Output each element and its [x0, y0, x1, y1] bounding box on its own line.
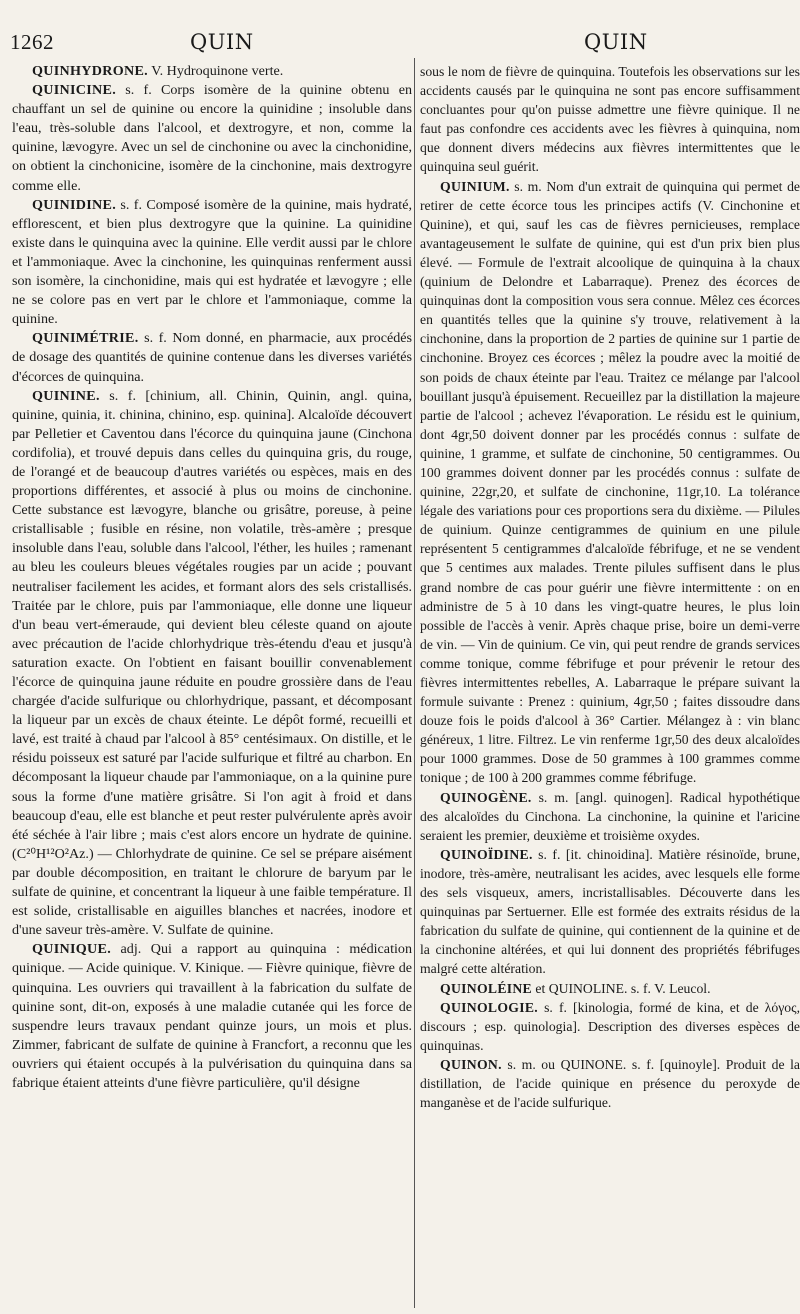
dictionary-entry [420, 788, 800, 845]
entry-headword: QUINON. [440, 1056, 502, 1072]
entry-definition: sous le nom de fièvre de quinquina. Toutefois les observations sur les accidents causés par le quinquina ne sont pas encore suffisamment concluantes pour qu'on puisse admettre une fièvre quinique. Il ne faut pas confondre ces accidents avec les fièvres à quinquina, nom que donnent divers médecins aux fièvres intermittentes que le quinquina seul guérit. [420, 64, 800, 175]
entry-definition: et QUINOLINE. s. f. V. Leucol. [532, 980, 711, 996]
running-head-left: QUIN [190, 30, 254, 54]
entry-headword: QUINOÏDINE. [440, 846, 533, 862]
running-head-right: QUIN [584, 30, 648, 54]
entry-definition: s. f. Composé isomère de la quinine, mais hydraté, efflorescent, et bien plus dextrogyre que la quinine. La quinidine existe dans le quinquina avec la quinine. Elle verdit aussi par le chlore et l'ammoniaque. Avec la cinchonine, les quinquinas renferment aussi son isomère, la cinchonidine, mais qui est hydratée et lævogyre ; elle ne se colore pas en vert par le chlore et l'ammoniaque, comme la quinine. [12, 196, 412, 328]
entry-headword: QUINIMÉTRIE. [32, 330, 139, 347]
entry-definition: s. f. Corps isomère de la quinine obtenu en chauffant un sel de quinine ou encore la quinidine ; insoluble dans l'eau, très-soluble dans l'alcool, et dextrogyre, et non, comme la quinine, lævogyre. Avec un sel de cinchonine ou avec la cinchonidine, on obtient la cinchonicine, isomère de la cinchonine, mais dextrogyre comme elle. [12, 82, 412, 194]
dictionary-entry [420, 1055, 800, 1112]
dictionary-entry [12, 940, 412, 1093]
entry-headword: QUININE. [32, 387, 100, 404]
entry-definition: s. m. Nom d'un extrait de quinquina qui permet de retirer de cette écorce tous les principes actifs (V. Cinchonine et Quinine), et qui, sauf les cas de fièvres pernicieuses, remplace avantageusement le sulfate de quinine, qui est d'un prix bien plus élevé. — Formule de l'extrait alcoolique de quinquina à la chaux (quinium de Delondre et Labarraque). Prenez des écorces de quinquinas dont la composition vous sera connue. Mêlez ces écorces en quantités telles que la quinine s'y trouve, relativement à la cinchonine, dans la proportion de 2 parties de quinine sur 1 partie de cinchonine. Broyez ces écorces ; mêlez la poudre avec la moitié de son poids de chaux éteinte par l'eau. Traitez ce mélange par l'alcool bouillant jusqu'à épuisement. Recueillez par la distillation la majeure partie de l'alcool ; achevez l'évaporation. Le résidu est le quinium, dont 4gr,50 doivent donner par les procédés connus : sulfate de quinine, 1 gramme, et sulfate de cinchonine, 50 centigrammes. Ou 100 grammes doivent donner par les procédés connus : sulfate de quinine, 22gr,20, et sulfate de cinchonine, 11gr,10. La tolérance légale des variations pour ces proportions sera du dixième. — Pilules de quinium. Quinze centigrammes de quinium en une pilule représentent 5 centigrammes d'alcaloïde fébrifuge, et ne se vendent que 5 centimes aux malades. Trente pilules suffisent dans le plus grand nombre de cas pour guérir une fièvre intermittente : on en administre de 5 à 10 dans les vingt-quatre heures, le plus loin possible de l'accès à venir. Après chaque prise, boire un demi-verre de vin. — Vin de quinium. Ce vin, qui peut rendre de grands services comme tonique, comme fébrifuge et pour prévenir le retour des fièvres intermittentes rebelles, A. Labarraque le prépare suivant la formule suivante : Prenez : quinium, 4gr,50 ; faites dissoudre dans douze fois le poids d'alcool à 36° Cartier. Mélangez à : vin blanc généreux, 1 litre. Filtrez. Le vin renferme 1gr,50 des deux alcaloïdes pour 1000 grammes. Dose de 50 grammes à 100 grammes comme tonique ; de 100 à 200 grammes comme fébrifuge. [420, 178, 800, 786]
dictionary-entry [12, 81, 412, 196]
dictionary-entry [12, 387, 412, 941]
entry-definition: V. Hydroquinone verte. [147, 63, 284, 79]
left-column [12, 62, 412, 1093]
entry-definition: s. m. ou QUINONE. s. f. [quinoyle]. Produit de la distillation, de l'acide quinique en présence du peroxyde de manganèse et de l'acide sulfurique. [420, 1056, 800, 1111]
entry-definition: adj. Qui a rapport au quinquina : médication quinique. — Acide quinique. V. Kinique. — Fièvre quinique, fièvre de quinquina. Les ouvriers qui travaillent à la fabrication du sulfate de quinine sont, dit-on, exposés à une maladie cutanée qui les force de suspendre leurs travaux pendant quinze jours, un mois et plus. Zimmer, fabricant de sulfate de quinine à Francfort, a reconnu que les ouvriers qui étaient occupés à la pulvérisation du quinquina dans sa fabrique étaient atteints d'une fièvre particulière, qu'il désigne [12, 941, 412, 1091]
entry-headword: QUINIDINE. [32, 196, 117, 213]
entry-definition: s. f. Nom donné, en pharmacie, aux procédés de dosage des quantités de quinine contenue dans les diverses variétés d'écorces de quinquina. [12, 330, 412, 385]
dictionary-entry [12, 196, 412, 330]
dictionary-entry [420, 998, 800, 1055]
entry-headword: QUINOGÈNE. [440, 789, 532, 805]
entry-headword: QUINOLOGIE. [440, 999, 538, 1015]
dictionary-entry [420, 177, 800, 788]
entry-headword: QUINIQUE. [32, 941, 112, 958]
dictionary-entry [420, 62, 800, 177]
entry-definition: s. f. [kinologia, formé de kina, et de λόγος, discours ; esp. quinologia]. Description des diverses espèces de quinquinas. [420, 999, 800, 1053]
dictionary-entry [420, 979, 800, 998]
entry-headword: QUINICINE. [32, 82, 117, 99]
dictionary-entry [12, 329, 412, 386]
right-column [420, 62, 800, 1112]
entry-definition: s. m. [angl. quinogen]. Radical hypothétique des alcaloïdes du Cinchona. La cinchonine, la quinine et l'aricine seraient les premier, deuxième et troisième oxydes. [420, 789, 800, 843]
dictionary-entry [420, 845, 800, 979]
entry-definition: s. f. [it. chinoidina]. Matière résinoïde, brune, inodore, très-amère, neutralisant les acides, avec lesquels elle forme des sels visqueux, amers, incristallisables. Découverte dans les quinquinas par Sertuerner. Elle est formée des extraits résidus de la fabrication du sulfate de quinine, qui contiennent de la quinine et de la cinchonine altérées, et qui lui donnent des propriétés fébrifuges malgré cette altération. [420, 846, 800, 977]
entry-headword: QUINIUM. [440, 178, 510, 194]
dictionary-entry [12, 62, 412, 81]
entry-definition: s. f. [chinium, all. Chinin, Quinin, angl. quina, quinine, quinia, it. chinina, chinino, esp. quinina]. Alcaloïde découvert par Pelletier et Caventou dans l'écorce du quinquina jaune (Cinchona cordifolia), et trouvé depuis dans celles du quinquina gris, du rouge, de l'orangé et de beaucoup d'autres variétés ou espèces, mais en des proportions différentes, et associé à plus ou moins de cinchonine. Cette substance est lævogyre, blanche ou grisâtre, poreuse, à peine cristallisable ; fusible en résine, non volatile, très-amère ; presque insoluble dans l'eau, soluble dans l'alcool, l'éther, les huiles ; ramenant au bleu les couleurs bleues végétales rougies par un acide ; pouvant neutraliser facilement les acides, et formant alors des sels cristallisés. Traitée par le chlore, puis par l'ammoniaque, elle donne une liqueur d'un beau vert-émeraude, qui devient bleu céleste quand on ajoute avec précaution de l'acide chlorhydrique très-étendu d'eau et jusqu'à saturation exacte. On l'obtient en faisant bouillir convenablement l'écorce de quinquina jaune réduite en poudre grossière dans de l'eau chargée d'acide sulfurique ou chlorhydrique, passant, et décomposant la liqueur par un excès de chaux éteinte. Le dépôt formé, recueilli et lavé, est traité à chaud par l'alcool à 85° centésimaux. On distille, et le résidu poisseux est saturé par l'acide sulfurique et filtré au charbon. En décomposant la liqueur chaude par l'ammoniaque, on a la quinine pure sous la forme d'une matière grisâtre. Si l'on agit à froid et dans beaucoup d'eau, elle est blanche et peut rester pulvérulente après avoir été séchée à l'air libre ; mais c'est alors encore un hydrate de quinine. (C²⁰H¹²O²Az.) — Chlorhydrate de quinine. Ce sel se prépare aisément par double décomposition, en traitant le chlorure de baryum par le sulfate de quinine, et concentrant la liqueur à une faible température. Il est solide, cristallisable en aiguilles blanches et nacrées, inodore et d'une saveur très-amère. V. Sulfate de quinine. [12, 387, 412, 939]
page-number: 1262 [10, 30, 54, 54]
entry-headword: QUINOLÉINE [440, 980, 532, 996]
column-divider [414, 58, 415, 1308]
entry-headword: QUINHYDRONE. [32, 63, 148, 79]
